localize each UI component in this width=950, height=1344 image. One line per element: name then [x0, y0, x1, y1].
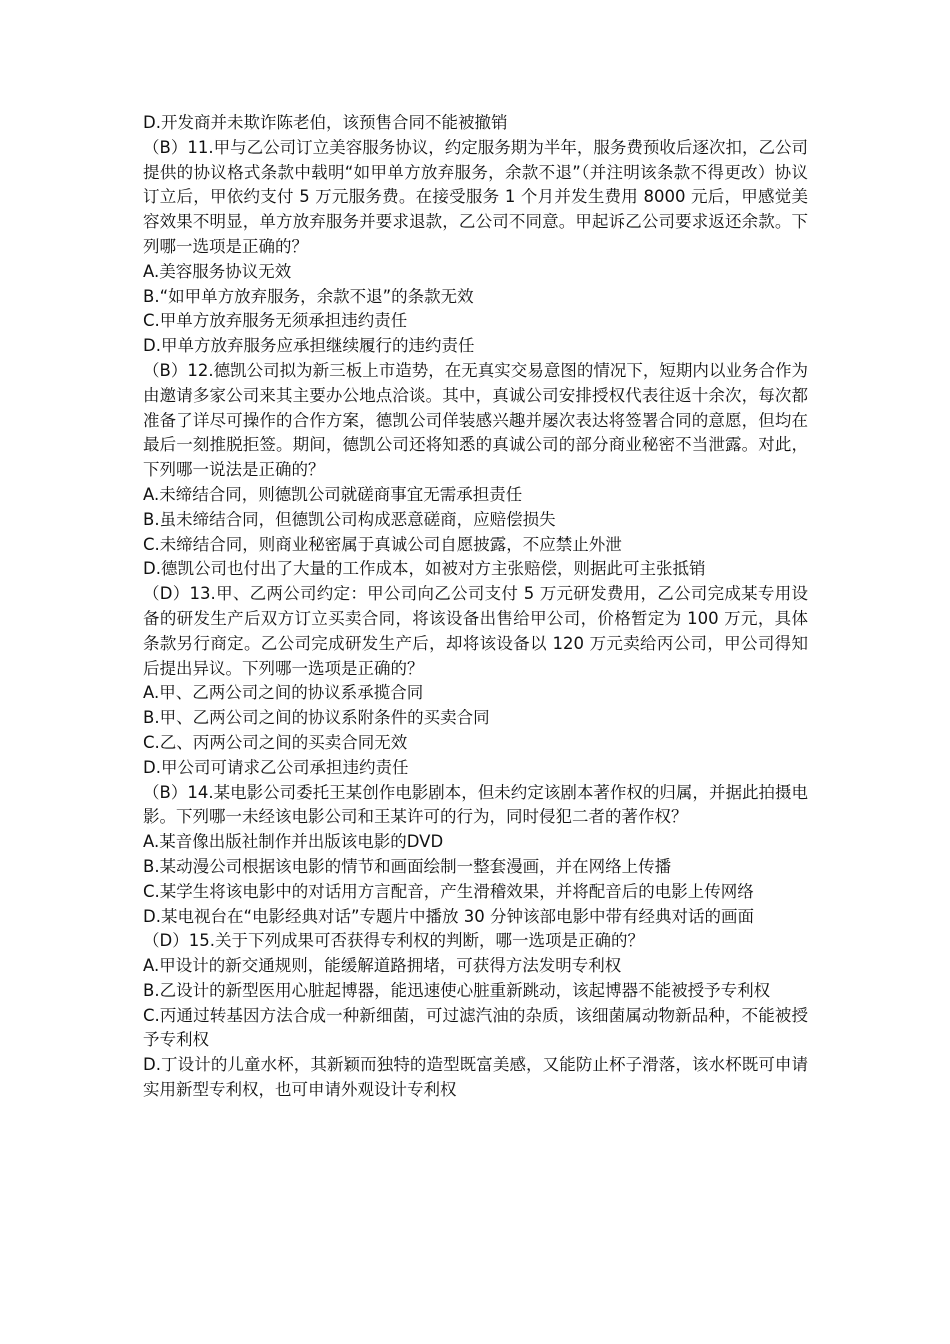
question-14-option-d: D.某电视台在“电影经典对话”专题片中播放 30 分钟该部电影中带有经典对话的画面: [143, 906, 755, 926]
question-15-option-c: C.丙通过转基因方法合成一种新细菌，可过滤汽油的杂质，该细菌属动物新品种，不能被授予专利权: [143, 1005, 808, 1050]
question-15-option-a: A.甲设计的新交通规则，能缓解道路拥堵，可获得方法发明专利权: [143, 956, 622, 976]
question-12-option-b: B.虽未缔结合同，但德凯公司构成恶意磋商，应赔偿损失: [143, 509, 556, 529]
question-13-option-c: C.乙、丙两公司之间的买卖合同无效: [143, 732, 408, 752]
question-15-option-b: B.乙设计的新型医用心脏起博器，能迅速使心脏重新跳动，该起博器不能被授予专利权: [143, 980, 771, 1000]
question-14-option-c: C.某学生将该电影中的对话用方言配音，产生滑稽效果，并将配音后的电影上传网络: [143, 881, 754, 901]
question-12: （B）12.德凯公司拟为新三板上市造势，在无真实交易意图的情况下，短期内以业务合作为由邀请多家公司来其主要办公地点洽谈。其中，真诚公司安排授权代表往返十余次，每次都准备了详尽可操作的合作方案，德凯公司佯装感兴趣并屡次表达将签署合同的意愿，但均在最后一刻推脱拒签。期间，德凯公司还将知悉的真诚公司的部分商业秘密不当泄露。对此，下列哪一说法是正确的？: [143, 360, 808, 480]
option-d-prev: D.开发商并未欺诈陈老伯，该预售合同不能被撤销: [143, 113, 508, 132]
question-13: （D）13.甲、乙两公司约定：甲公司向乙公司支付 5 万元研发费用，乙公司完成某专用设备的研发生产后双方订立买卖合同，将该设备出售给甲公司，价格暂定为 100 万元，具体条款另行商定。乙公司完成研发生产后，却将该设备以 120 万元卖给丙公司，甲公司得知后提出异议。下列哪一选项是正确的？: [143, 584, 808, 678]
question-11-option-d: D.甲单方放弃服务应承担继续履行的违约责任: [143, 336, 475, 356]
question-15: （D）15.关于下列成果可否获得专利权的判断，哪一选项是正确的？: [143, 931, 644, 951]
question-11-option-a: A.美容服务协议无效: [143, 261, 292, 281]
question-13-option-b: B.甲、乙两公司之间的协议系附条件的买卖合同: [143, 708, 490, 728]
question-11-option-c: C.甲单方放弃服务无须承担违约责任: [143, 311, 408, 331]
question-11-option-b: B.“如甲单方放弃服务，余款不退”的条款无效: [143, 286, 474, 306]
question-12-option-d: D.德凯公司也付出了大量的工作成本，如被对方主张赔偿，则据此可主张抵销: [143, 559, 706, 579]
question-13-option-a: A.甲、乙两公司之间的协议系承揽合同: [143, 683, 424, 703]
question-14-option-b: B.某动漫公司根据该电影的情节和画面绘制一整套漫画，并在网络上传播: [143, 856, 672, 876]
question-12-option-c: C.未缔结合同，则商业秘密属于真诚公司自愿披露，不应禁止外泄: [143, 534, 622, 554]
question-15-option-d: D.丁设计的儿童水杯，其新颖而独特的造型既富美感，又能防止杯子滑落，该水杯既可申请实用新型专利权，也可申请外观设计专利权: [143, 1055, 808, 1100]
question-14: （B）14.某电影公司委托王某创作电影剧本，但未约定该剧本著作权的归属，并据此拍摄电影。下列哪一未经该电影公司和王某许可的行为，同时侵犯二者的著作权？: [143, 782, 808, 827]
question-12-option-a: A.未缔结合同，则德凯公司就磋商事宜无需承担责任: [143, 484, 523, 504]
question-13-option-d: D.甲公司可请求乙公司承担违约责任: [143, 757, 409, 777]
question-14-option-a: A.某音像出版社制作并出版该电影的DVD: [143, 832, 444, 852]
document-body: [143, 111, 808, 1103]
question-11: （B）11.甲与乙公司订立美容服务协议，约定服务期为半年，服务费预收后逐次扣，乙公司提供的协议格式条款中载明“如甲单方放弃服务，余款不退”（并注明该条款不得更改）协议订立后，甲依约支付 5 万元服务费。在接受服务 1 个月并发生费用 8000 元后，甲感觉美容效果不明显，单方放弃服务并要求退款，乙公司不同意。甲起诉乙公司要求返还余款。下列哪一选项是正确的？: [143, 137, 808, 256]
